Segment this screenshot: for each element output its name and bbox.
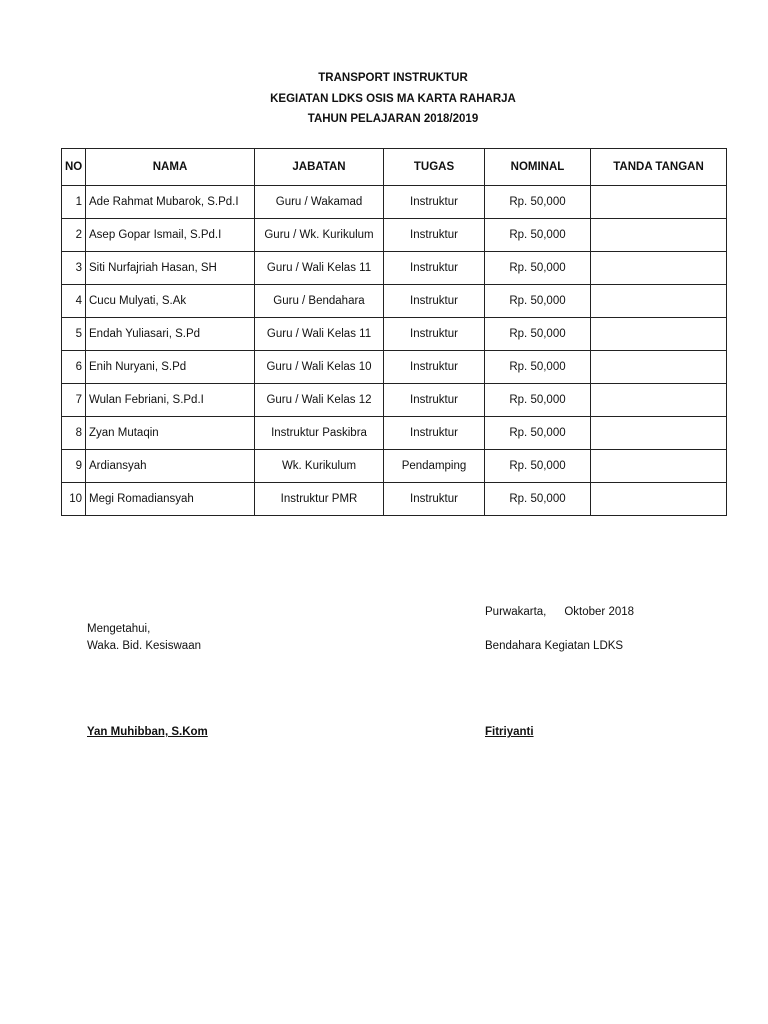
row-jabatan: Instruktur Paskibra bbox=[255, 417, 384, 450]
row-tugas: Instruktur bbox=[384, 285, 485, 318]
document-header bbox=[0, 68, 768, 130]
row-jabatan: Guru / Wali Kelas 11 bbox=[255, 318, 384, 351]
row-tugas: Instruktur bbox=[384, 483, 485, 516]
row-number: 7 bbox=[62, 384, 86, 417]
row-signature-cell bbox=[591, 483, 727, 516]
row-number: 2 bbox=[62, 219, 86, 252]
row-jabatan: Guru / Wali Kelas 12 bbox=[255, 384, 384, 417]
date-text: Oktober 2018 bbox=[564, 606, 635, 618]
row-nominal: Rp. 50,000 bbox=[485, 384, 591, 417]
row-jabatan: Guru / Bendahara bbox=[255, 285, 384, 318]
row-nominal: Rp. 50,000 bbox=[485, 483, 591, 516]
row-tugas: Instruktur bbox=[384, 219, 485, 252]
table-row bbox=[62, 318, 727, 351]
table-row bbox=[62, 252, 727, 285]
row-nominal: Rp. 50,000 bbox=[485, 219, 591, 252]
row-nama: Ardiansyah bbox=[86, 450, 255, 483]
row-number: 1 bbox=[62, 186, 86, 219]
row-nama: Siti Nurfajriah Hasan, SH bbox=[86, 252, 255, 285]
instructor-transport-table bbox=[61, 148, 727, 516]
row-signature-cell bbox=[591, 450, 727, 483]
column-header-tanda-tangan: TANDA TANGAN bbox=[591, 149, 727, 186]
table-row bbox=[62, 186, 727, 219]
row-jabatan: Guru / Wali Kelas 10 bbox=[255, 351, 384, 384]
treasurer-role: Bendahara Kegiatan LDKS bbox=[485, 640, 624, 652]
row-tugas: Instruktur bbox=[384, 252, 485, 285]
column-header-tugas: TUGAS bbox=[384, 149, 485, 186]
row-jabatan: Guru / Wakamad bbox=[255, 186, 384, 219]
row-nominal: Rp. 50,000 bbox=[485, 417, 591, 450]
row-tugas: Instruktur bbox=[384, 351, 485, 384]
column-header-jabatan: JABATAN bbox=[255, 149, 384, 186]
row-signature-cell bbox=[591, 252, 727, 285]
row-jabatan: Guru / Wali Kelas 11 bbox=[255, 252, 384, 285]
table-row bbox=[62, 219, 727, 252]
row-number: 8 bbox=[62, 417, 86, 450]
row-jabatan: Instruktur PMR bbox=[255, 483, 384, 516]
place-date-line bbox=[485, 603, 634, 621]
place-text: Purwakarta, bbox=[485, 606, 547, 618]
document-title: TRANSPORT INSTRUKTUR bbox=[318, 72, 468, 84]
row-signature-cell bbox=[591, 417, 727, 450]
row-nominal: Rp. 50,000 bbox=[485, 351, 591, 384]
document-subtitle: KEGIATAN LDKS OSIS MA KARTA RAHARJA bbox=[270, 92, 516, 105]
acknowledged-label: Mengetahui, bbox=[87, 623, 151, 635]
table-header-row bbox=[62, 149, 727, 186]
row-nama: Enih Nuryani, S.Pd bbox=[86, 351, 255, 384]
column-header-no: NO bbox=[62, 149, 86, 186]
column-header-nominal: NOMINAL bbox=[485, 149, 591, 186]
row-nama: Asep Gopar Ismail, S.Pd.I bbox=[86, 219, 255, 252]
row-number: 6 bbox=[62, 351, 86, 384]
document-year: TAHUN PELAJARAN 2018/2019 bbox=[307, 113, 479, 125]
row-nominal: Rp. 50,000 bbox=[485, 186, 591, 219]
table-row bbox=[62, 384, 727, 417]
row-tugas: Pendamping bbox=[384, 450, 485, 483]
row-nominal: Rp. 50,000 bbox=[485, 318, 591, 351]
row-tugas: Instruktur bbox=[384, 384, 485, 417]
row-nominal: Rp. 50,000 bbox=[485, 450, 591, 483]
row-nama: Wulan Febriani, S.Pd.I bbox=[86, 384, 255, 417]
vice-principal-role: Waka. Bid. Kesiswaan bbox=[87, 640, 201, 652]
table-row bbox=[62, 417, 727, 450]
row-number: 10 bbox=[62, 483, 86, 516]
row-number: 4 bbox=[62, 285, 86, 318]
row-jabatan: Guru / Wk. Kurikulum bbox=[255, 219, 384, 252]
row-nama: Endah Yuliasari, S.Pd bbox=[86, 318, 255, 351]
row-nominal: Rp. 50,000 bbox=[485, 285, 591, 318]
row-nama: Ade Rahmat Mubarok, S.Pd.I bbox=[86, 186, 255, 219]
row-nama: Cucu Mulyati, S.Ak bbox=[86, 285, 255, 318]
row-number: 3 bbox=[62, 252, 86, 285]
table-row bbox=[62, 450, 727, 483]
row-number: 5 bbox=[62, 318, 86, 351]
row-signature-cell bbox=[591, 384, 727, 417]
treasurer-name: Fitriyanti bbox=[485, 726, 534, 738]
row-nama: Megi Romadiansyah bbox=[86, 483, 255, 516]
row-tugas: Instruktur bbox=[384, 318, 485, 351]
row-nama: Zyan Mutaqin bbox=[86, 417, 255, 450]
row-signature-cell bbox=[591, 318, 727, 351]
row-signature-cell bbox=[591, 285, 727, 318]
table-row bbox=[62, 483, 727, 516]
row-signature-cell bbox=[591, 186, 727, 219]
column-header-nama: NAMA bbox=[86, 149, 255, 186]
row-jabatan: Wk. Kurikulum bbox=[255, 450, 384, 483]
row-nominal: Rp. 50,000 bbox=[485, 252, 591, 285]
row-tugas: Instruktur bbox=[384, 186, 485, 219]
table-row bbox=[62, 351, 727, 384]
row-signature-cell bbox=[591, 219, 727, 252]
vice-principal-name: Yan Muhibban, S.Kom bbox=[87, 726, 208, 738]
row-tugas: Instruktur bbox=[384, 417, 485, 450]
row-signature-cell bbox=[591, 351, 727, 384]
table-row bbox=[62, 285, 727, 318]
row-number: 9 bbox=[62, 450, 86, 483]
